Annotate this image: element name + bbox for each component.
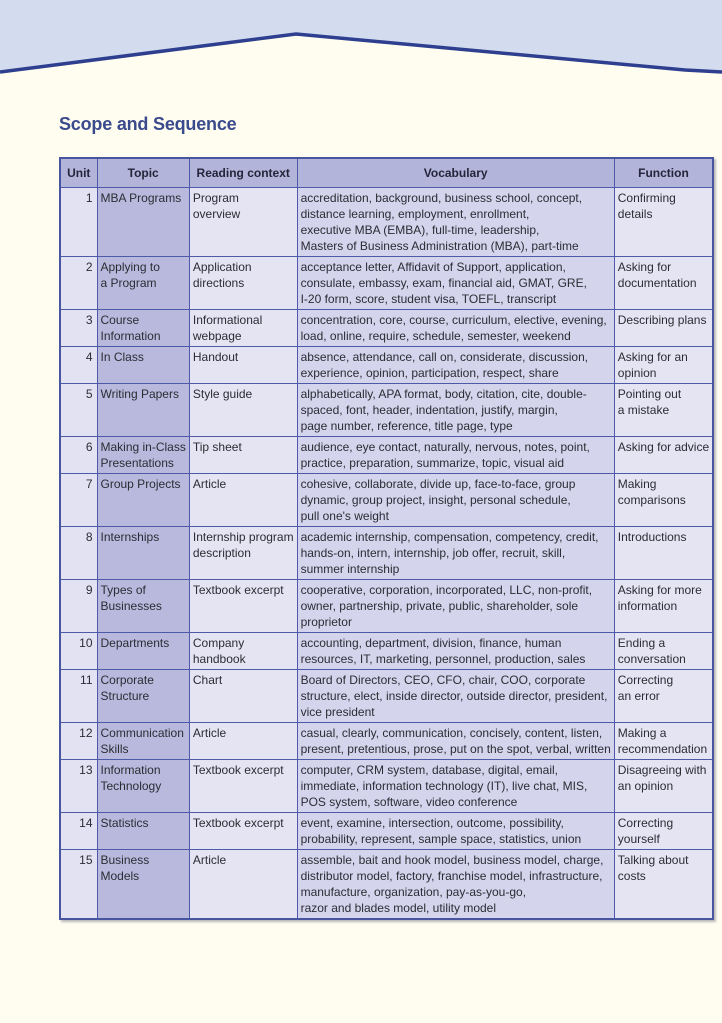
cell-function <box>614 310 713 347</box>
cell-vocabulary-line: proprietor <box>300 615 352 629</box>
cell-function <box>614 633 713 670</box>
cell-vocabulary <box>297 310 614 347</box>
table-row <box>60 310 713 347</box>
cell-reading-context-line: overview <box>192 207 241 221</box>
cell-function-line: Ending a <box>617 636 666 650</box>
cell-reading-context-line: directions <box>192 276 245 290</box>
cell-vocabulary-line: absence, attendance, call on, considerate, discussion, <box>300 350 589 364</box>
cell-reading-context <box>189 188 297 257</box>
cell-vocabulary <box>297 850 614 920</box>
cell-topic-line: Presentations <box>100 456 174 470</box>
cell-topic-line: Skills <box>100 742 129 756</box>
table-row <box>60 384 713 437</box>
cell-reading-context-line: Article <box>192 477 227 491</box>
header-vocabulary: Vocabulary <box>297 158 614 188</box>
table-row <box>60 813 713 850</box>
cell-function-line: information <box>617 599 678 613</box>
cell-function-line: Correcting <box>617 673 674 687</box>
cell-function-line: Asking for more <box>617 583 702 597</box>
cell-vocabulary-line: page number, reference, title page, type <box>300 419 513 433</box>
cell-reading-context <box>189 670 297 723</box>
cell-vocabulary-line: executive MBA (EMBA), full-time, leadership, <box>300 223 540 237</box>
cell-reading-context <box>189 310 297 347</box>
cell-vocabulary-line: razor and blades model, utility model <box>300 901 497 915</box>
cell-reading-context <box>189 347 297 384</box>
cell-topic-line: MBA Programs <box>100 191 182 205</box>
header-banner <box>0 0 722 80</box>
cell-vocabulary-line: owner, partnership, private, public, shareholder, sole <box>300 599 579 613</box>
cell-unit: 1 <box>60 188 97 257</box>
table-row <box>60 474 713 527</box>
cell-vocabulary-line: assemble, bait and hook model, business model, charge, <box>300 853 604 867</box>
cell-topic-line: Types of <box>100 583 146 597</box>
cell-vocabulary <box>297 437 614 474</box>
table-row <box>60 760 713 813</box>
cell-function-line: Describing plans <box>617 313 707 327</box>
cell-function-line: conversation <box>617 652 686 666</box>
cell-function-line: details <box>617 207 653 221</box>
cell-unit: 4 <box>60 347 97 384</box>
cell-vocabulary-line: accounting, department, division, finance, human <box>300 636 562 650</box>
cell-topic-line: Writing Papers <box>100 387 179 401</box>
cell-vocabulary-line: pull one's weight <box>300 509 389 523</box>
cell-reading-context-line: Style guide <box>192 387 253 401</box>
cell-function-line: an opinion <box>617 779 674 793</box>
cell-topic <box>97 670 189 723</box>
cell-topic-line: Statistics <box>100 816 149 830</box>
cell-vocabulary <box>297 384 614 437</box>
cell-topic-line: Internships <box>100 530 160 544</box>
cell-reading-context-line: Article <box>192 726 227 740</box>
cell-function-line: an error <box>617 689 660 703</box>
cell-reading-context <box>189 850 297 920</box>
cell-topic <box>97 527 189 580</box>
cell-function-line: a mistake <box>617 403 670 417</box>
cell-vocabulary <box>297 188 614 257</box>
cell-topic <box>97 723 189 760</box>
cell-function <box>614 188 713 257</box>
banner-fill <box>0 0 722 72</box>
table-row <box>60 257 713 310</box>
header-unit: Unit <box>60 158 97 188</box>
cell-vocabulary <box>297 580 614 633</box>
cell-topic <box>97 580 189 633</box>
cell-reading-context <box>189 723 297 760</box>
cell-topic <box>97 850 189 920</box>
cell-vocabulary-line: distance learning, employment, enrollment, <box>300 207 530 221</box>
cell-topic <box>97 347 189 384</box>
cell-topic-line: Course <box>100 313 140 327</box>
cell-topic-line: Models <box>100 869 140 883</box>
cell-unit: 6 <box>60 437 97 474</box>
cell-reading-context-line: Internship program <box>192 530 294 544</box>
cell-function <box>614 850 713 920</box>
cell-vocabulary-line: dynamic, group project, insight, personal schedule, <box>300 493 571 507</box>
cell-function-line: costs <box>617 869 646 883</box>
table-row <box>60 437 713 474</box>
cell-unit: 10 <box>60 633 97 670</box>
cell-function-line: Asking for <box>617 260 672 274</box>
cell-vocabulary <box>297 760 614 813</box>
cell-topic <box>97 384 189 437</box>
cell-vocabulary <box>297 527 614 580</box>
cell-vocabulary-line: probability, represent, sample space, statistics, union <box>300 832 582 846</box>
cell-reading-context-line: Chart <box>192 673 223 687</box>
cell-function-line: Correcting <box>617 816 674 830</box>
cell-reading-context <box>189 474 297 527</box>
cell-function-line: Introductions <box>617 530 687 544</box>
cell-topic-line: Corporate <box>100 673 154 687</box>
cell-reading-context-line: Textbook excerpt <box>192 583 284 597</box>
cell-function-line: comparisons <box>617 493 686 507</box>
cell-vocabulary-line: experience, opinion, participation, respect, share <box>300 366 559 380</box>
cell-vocabulary-line: structure, elect, inside director, outside director, president, <box>300 689 608 703</box>
cell-unit: 2 <box>60 257 97 310</box>
cell-function <box>614 580 713 633</box>
cell-function-line: Making <box>617 477 657 491</box>
cell-topic-line: a Program <box>100 276 157 290</box>
cell-function-line: Asking for an <box>617 350 688 364</box>
cell-vocabulary-line: cohesive, collaborate, divide up, face-to-face, group <box>300 477 576 491</box>
cell-reading-context-line: Informational <box>192 313 263 327</box>
cell-topic-line: Information <box>100 329 161 343</box>
cell-reading-context <box>189 580 297 633</box>
cell-function <box>614 760 713 813</box>
table-row <box>60 850 713 920</box>
cell-unit: 5 <box>60 384 97 437</box>
cell-reading-context-line: Textbook excerpt <box>192 816 284 830</box>
cell-vocabulary <box>297 813 614 850</box>
header-function: Function <box>614 158 713 188</box>
cell-unit: 15 <box>60 850 97 920</box>
cell-function <box>614 670 713 723</box>
cell-function-line: Pointing out <box>617 387 682 401</box>
cell-vocabulary-line: casual, clearly, communication, concisely, content, listen, <box>300 726 603 740</box>
cell-vocabulary-line: spaced, font, header, indentation, justify, margin, <box>300 403 558 417</box>
scope-sequence-table <box>59 157 714 920</box>
table-row <box>60 527 713 580</box>
cell-vocabulary-line: manufacture, organization, pay-as-you-go, <box>300 885 527 899</box>
header-topic: Topic <box>97 158 189 188</box>
cell-topic <box>97 188 189 257</box>
cell-topic <box>97 437 189 474</box>
cell-vocabulary-line: Masters of Business Administration (MBA), part-time <box>300 239 579 253</box>
cell-reading-context-line: Company <box>192 636 245 650</box>
cell-vocabulary-line: academic internship, compensation, competency, credit, <box>300 530 599 544</box>
cell-function <box>614 474 713 527</box>
cell-topic <box>97 760 189 813</box>
cell-topic-line: Structure <box>100 689 150 703</box>
cell-reading-context-line: Program <box>192 191 239 205</box>
cell-vocabulary-line: consulate, embassy, exam, financial aid, GMAT, GRE, <box>300 276 587 290</box>
cell-unit: 14 <box>60 813 97 850</box>
cell-function <box>614 347 713 384</box>
table-row <box>60 580 713 633</box>
cell-function <box>614 813 713 850</box>
cell-vocabulary-line: alphabetically, APA format, body, citation, cite, double- <box>300 387 587 401</box>
cell-topic-line: Businesses <box>100 599 162 613</box>
cell-topic <box>97 257 189 310</box>
cell-reading-context <box>189 257 297 310</box>
cell-vocabulary-line: event, examine, intersection, outcome, possibility, <box>300 816 564 830</box>
cell-topic-line: In Class <box>100 350 144 364</box>
cell-vocabulary-line: hands-on, intern, internship, job offer, recruit, skill, <box>300 546 566 560</box>
cell-reading-context <box>189 384 297 437</box>
cell-reading-context-line: Tip sheet <box>192 440 242 454</box>
table-row <box>60 633 713 670</box>
cell-unit: 9 <box>60 580 97 633</box>
cell-vocabulary <box>297 670 614 723</box>
cell-reading-context-line: handbook <box>192 652 246 666</box>
cell-topic <box>97 474 189 527</box>
cell-reading-context <box>189 527 297 580</box>
cell-vocabulary-line: summer internship <box>300 562 400 576</box>
cell-vocabulary <box>297 257 614 310</box>
cell-vocabulary-line: POS system, software, video conference <box>300 795 518 809</box>
cell-vocabulary <box>297 474 614 527</box>
cell-unit: 8 <box>60 527 97 580</box>
cell-vocabulary-line: load, online, require, schedule, semester, weekend <box>300 329 571 343</box>
cell-topic-line: Group Projects <box>100 477 181 491</box>
table-row <box>60 723 713 760</box>
cell-function-line: Talking about <box>617 853 689 867</box>
cell-function-line: opinion <box>617 366 657 380</box>
cell-reading-context <box>189 437 297 474</box>
cell-vocabulary-line: accreditation, background, business school, concept, <box>300 191 583 205</box>
cell-topic-line: Information <box>100 763 161 777</box>
cell-vocabulary-line: cooperative, corporation, incorporated, LLC, non-profit, <box>300 583 593 597</box>
cell-function <box>614 723 713 760</box>
cell-topic-line: Communication <box>100 726 184 740</box>
cell-topic-line: Applying to <box>100 260 160 274</box>
table-row <box>60 347 713 384</box>
cell-topic-line: Technology <box>100 779 162 793</box>
cell-vocabulary-line: I-20 form, score, student visa, TOEFL, transcript <box>300 292 557 306</box>
cell-topic-line: Making in-Class <box>100 440 186 454</box>
cell-topic <box>97 813 189 850</box>
cell-topic-line: Departments <box>100 636 170 650</box>
page-title: Scope and Sequence <box>59 114 237 134</box>
cell-vocabulary-line: immediate, information technology (IT), live chat, MIS, <box>300 779 588 793</box>
table-row <box>60 188 713 257</box>
cell-topic <box>97 310 189 347</box>
cell-reading-context <box>189 813 297 850</box>
cell-unit: 13 <box>60 760 97 813</box>
cell-vocabulary-line: audience, eye contact, naturally, nervous, notes, point, <box>300 440 590 454</box>
cell-function-line: Making a <box>617 726 667 740</box>
cell-topic-line: Business <box>100 853 150 867</box>
cell-vocabulary-line: practice, preparation, summarize, topic, visual aid <box>300 456 565 470</box>
cell-reading-context-line: Article <box>192 853 227 867</box>
cell-function <box>614 257 713 310</box>
table-header-row <box>60 158 713 188</box>
cell-reading-context <box>189 760 297 813</box>
cell-function <box>614 527 713 580</box>
header-reading-context: Reading context <box>189 158 297 188</box>
cell-vocabulary-line: acceptance letter, Affidavit of Support, application, <box>300 260 566 274</box>
cell-reading-context <box>189 633 297 670</box>
cell-function <box>614 437 713 474</box>
cell-vocabulary-line: vice president <box>300 705 375 719</box>
cell-function-line: yourself <box>617 832 660 846</box>
cell-function <box>614 384 713 437</box>
cell-function-line: Disagreeing with <box>617 763 707 777</box>
cell-function-line: Confirming <box>617 191 676 205</box>
cell-function-line: documentation <box>617 276 697 290</box>
cell-function-line: Asking for advice <box>617 440 710 454</box>
cell-unit: 12 <box>60 723 97 760</box>
cell-unit: 7 <box>60 474 97 527</box>
cell-vocabulary-line: concentration, core, course, curriculum, elective, evening, <box>300 313 607 327</box>
cell-vocabulary <box>297 347 614 384</box>
cell-vocabulary-line: resources, IT, marketing, personnel, production, sales <box>300 652 586 666</box>
table-row <box>60 670 713 723</box>
cell-vocabulary-line: present, pretentious, prose, put on the spot, verbal, written <box>300 742 611 756</box>
scope-sequence-table-wrapper <box>59 157 714 920</box>
cell-vocabulary-line: Board of Directors, CEO, CFO, chair, COO, corporate <box>300 673 586 687</box>
cell-reading-context-line: description <box>192 546 251 560</box>
cell-function-line: recommendation <box>617 742 708 756</box>
cell-vocabulary <box>297 723 614 760</box>
cell-topic <box>97 633 189 670</box>
cell-reading-context-line: Application <box>192 260 252 274</box>
cell-reading-context-line: Textbook excerpt <box>192 763 284 777</box>
table-body <box>60 188 713 920</box>
cell-vocabulary <box>297 633 614 670</box>
cell-unit: 11 <box>60 670 97 723</box>
cell-reading-context-line: Handout <box>192 350 239 364</box>
cell-vocabulary-line: distributor model, factory, franchise model, infrastructure, <box>300 869 603 883</box>
cell-unit: 3 <box>60 310 97 347</box>
cell-reading-context-line: webpage <box>192 329 242 343</box>
cell-vocabulary-line: computer, CRM system, database, digital, email, <box>300 763 559 777</box>
